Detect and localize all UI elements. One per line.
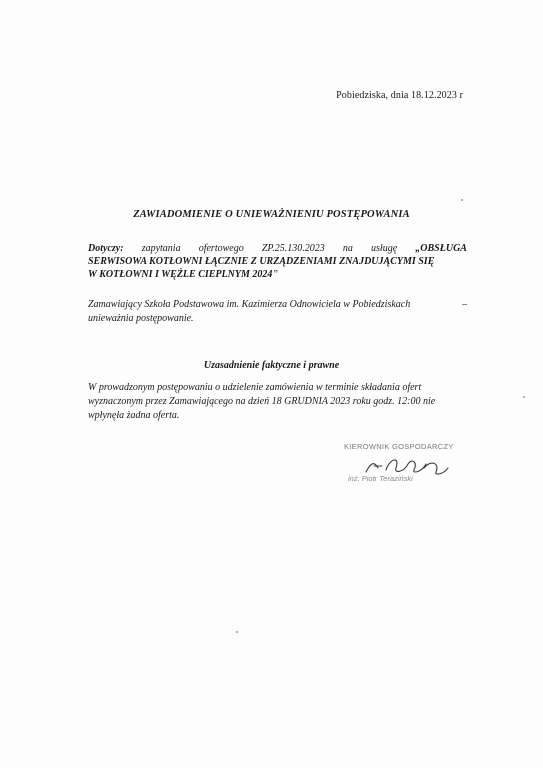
statement-line-1 (88, 298, 467, 312)
document-title: ZAWIADOMIENIE O UNIEWAŻNIENIU POSTĘPOWANIA (133, 209, 410, 220)
regarding-line-2 (88, 255, 467, 268)
regarding-closing-quote: ” (272, 269, 278, 280)
statement-dash: – (462, 299, 467, 310)
regarding-word: usługę (371, 243, 398, 254)
justification-line-2: wyznaczonym przez Zamawiającego na dzień 18 GRUDNIA 2023 roku godz. 12:00 nie (88, 396, 436, 407)
official-stamp (340, 442, 460, 492)
regarding-service-start: „OBSŁUGA (415, 243, 467, 254)
scan-speck (523, 396, 525, 398)
regarding-word: na (342, 243, 353, 254)
regarding-service-line-2: SERWISOWA KOTŁOWNI ŁĄCZNIE Z URZĄDZENIAMI ZNAJDUJĄCYMI SIĘ (88, 256, 435, 267)
scan-speck (236, 631, 238, 633)
stamp-name: inż. Piotr Teraziński (348, 474, 413, 483)
regarding-service-line-3: W KOTŁOWNI I WĘŹLE CIEPLNYM 2024 (88, 269, 273, 280)
regarding-word: ZP.25.130.2023 (261, 243, 325, 254)
regarding-label: Dotyczy: (88, 243, 124, 254)
regarding-word: zapytania (141, 243, 181, 254)
statement-paragraph (88, 298, 467, 326)
justification-line-1: W prowadzonym postępowaniu o udzielenie zamówienia w terminie składania ofert (88, 382, 422, 393)
place-and-date: Pobiedziska, dnia 18.12.2023 r (336, 90, 463, 101)
regarding-line-1 (88, 242, 467, 255)
justification-heading: Uzasadnienie faktyczne i prawne (203, 360, 340, 371)
scan-speck (461, 199, 463, 201)
statement-line-2: unieważnia postępowanie. (88, 313, 194, 324)
statement-text: Zamawiający Szkoła Podstawowa im. Kazimierza Odnowiciela w Pobiedziskach (88, 299, 411, 310)
regarding-paragraph (88, 242, 467, 281)
justification-line-3: wpłynęła żadna oferta. (88, 410, 180, 421)
regarding-word: ofertowego (198, 243, 244, 254)
stamp-title: KIEROWNIK GOSPODARCZY (344, 442, 454, 451)
justification-paragraph (88, 381, 468, 423)
regarding-line-3 (88, 268, 467, 281)
